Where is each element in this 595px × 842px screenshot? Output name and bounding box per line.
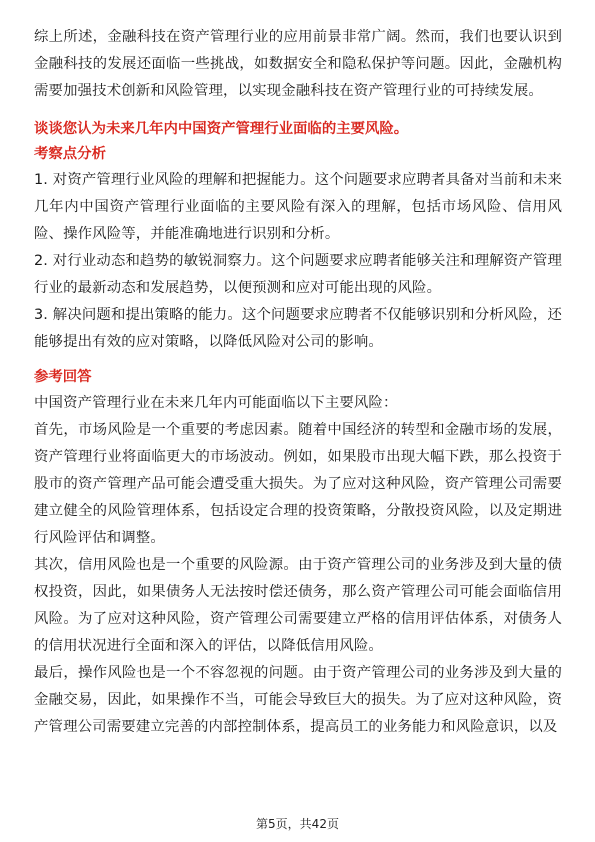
analysis-point: 3. 解决问题和提出策略的能力。这个问题要求应聘者不仅能够识别和分析风险，还能够提出有效的应对策略，以降低风险对公司的影响。 <box>34 307 562 350</box>
interview-question: 谈谈您认为未来几年内中国资产管理行业面临的主要风险。 <box>34 121 409 137</box>
answer-paragraph: 中国资产管理行业在未来几年内可能面临以下主要风险： <box>34 395 398 411</box>
page-number: 第5页，共42页 <box>256 817 339 831</box>
answer-paragraph: 首先，市场风险是一个重要的考虑因素。随着中国经济的转型和金融市场的发展，资产管理行业将面临更大的市场波动。例如，如果股市出现大幅下跌，那么投资于股市的资产管理产品可能会遭受重大损失。为了应对这种风险，资产管理公司需要建立健全的风险管理体系，包括设定合理的投资策略，分散投资风险，以及定期进行风险评估和调整。 <box>34 422 562 546</box>
analysis-heading: 考察点分析 <box>34 146 106 162</box>
answer-heading: 参考回答 <box>34 369 92 385</box>
answer-paragraph: 其次，信用风险也是一个重要的风险源。由于资产管理公司的业务涉及到大量的债权投资，因此，如果债务人无法按时偿还债务，那么资产管理公司可能会面临信用风险。为了应对这种风险，资产管理公司需要建立严格的信用评估体系，对债务人的信用状况进行全面和深入的评估，以降低信用风险。 <box>34 557 562 654</box>
analysis-point: 1. 对资产管理行业风险的理解和把握能力。这个问题要求应聘者具备对当前和未来几年内中国资产管理行业面临的主要风险有深入的理解，包括市场风险、信用风险、操作风险等，并能准确地进行识别和分析。 <box>34 172 562 242</box>
answer-paragraph: 最后，操作风险也是一个不容忽视的问题。由于资产管理公司的业务涉及到大量的金融交易，因此，如果操作不当，可能会导致巨大的损失。为了应对这种风险，资产管理公司需要建立完善的内部控制体系，提高员工的业务能力和风险意识，以及 <box>34 665 562 735</box>
analysis-point: 2. 对行业动态和趋势的敏锐洞察力。这个问题要求应聘者能够关注和理解资产管理行业的最新动态和发展趋势，以便预测和应对可能出现的风险。 <box>34 253 562 296</box>
document-page <box>34 24 562 741</box>
intro-paragraph: 综上所述，金融科技在资产管理行业的应用前景非常广阔。然而，我们也要认识到金融科技的发展还面临一些挑战，如数据安全和隐私保护等问题。因此，金融机构需要加强技术创新和风险管理，以实现金融科技在资产管理行业的可持续发展。 <box>34 29 562 99</box>
